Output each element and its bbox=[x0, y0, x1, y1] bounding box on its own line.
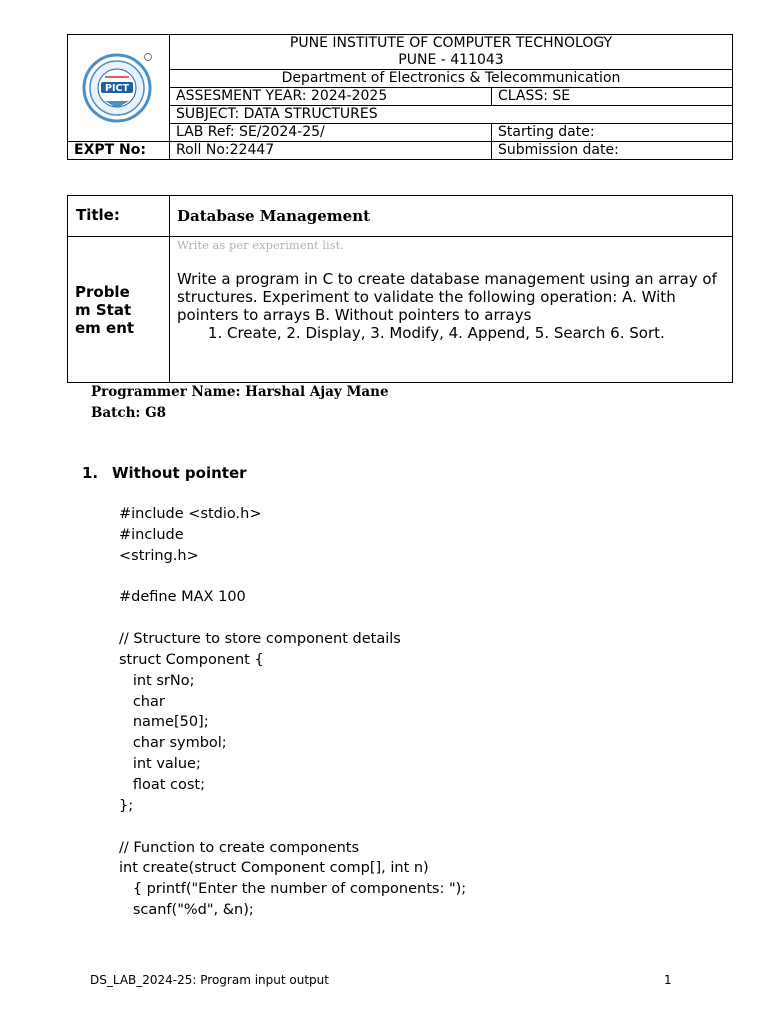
subject: SUBJECT: DATA STRUCTURES bbox=[170, 106, 733, 124]
code-block: #include <stdio.h> #include <string.h> #define MAX 100 // Structure to store component details struct Component { int srNo; char name[50]; char symbol; int value; float cost; }; // Function to create components int create(struct Component comp[], int n) { printf("Enter the number of components: "); scanf("%d", &n); bbox=[119, 506, 467, 919]
batch: Batch: G8 bbox=[91, 405, 167, 421]
footer-text: DS_LAB_2024-25: Program input output bbox=[90, 973, 329, 987]
problem-statement-cell bbox=[170, 237, 733, 383]
starting-date: Starting date: bbox=[492, 124, 733, 142]
problem-text: Write a program in C to create database management using an array of structures. Experiment to validate the following operation: A. With pointers to arrays B. Without pointers to arrays bbox=[177, 270, 717, 324]
department-name: Department of Electronics & Telecommunication bbox=[170, 70, 733, 88]
expt-no-label: EXPT No: bbox=[68, 142, 170, 160]
logo-cell bbox=[68, 35, 170, 142]
class: CLASS: SE bbox=[492, 88, 733, 106]
title-label: Title: bbox=[68, 196, 170, 237]
title-table bbox=[67, 195, 733, 383]
submission-date: Submission date: bbox=[492, 142, 733, 160]
lab-ref: LAB Ref: SE/2024-25/ bbox=[170, 124, 492, 142]
institute-name: PUNE INSTITUTE OF COMPUTER TECHNOLOGY PUNE - 411043 bbox=[170, 35, 733, 70]
list-item: 1. Create, 2. Display, 3. Modify, 4. Append, 5. Search 6. Sort. bbox=[227, 324, 732, 342]
operations-list bbox=[177, 324, 732, 342]
hint-text: Write as per experiment list. bbox=[177, 238, 344, 252]
section-number: 1. bbox=[82, 464, 99, 482]
logo-text: PICT bbox=[104, 82, 129, 94]
page-number: 1 bbox=[664, 973, 672, 987]
header-table bbox=[67, 34, 733, 160]
pict-logo-icon bbox=[81, 48, 157, 124]
assessment-year: ASSESMENT YEAR: 2024-2025 bbox=[170, 88, 492, 106]
roll-no: Roll No:22447 bbox=[170, 142, 492, 160]
programmer-name: Programmer Name: Harshal Ajay Mane bbox=[91, 384, 389, 400]
problem-statement-label: Proble m Statem ent bbox=[68, 237, 170, 383]
title-value: Database Management bbox=[170, 196, 733, 237]
section-heading bbox=[82, 464, 247, 482]
section-title: Without pointer bbox=[112, 464, 247, 482]
